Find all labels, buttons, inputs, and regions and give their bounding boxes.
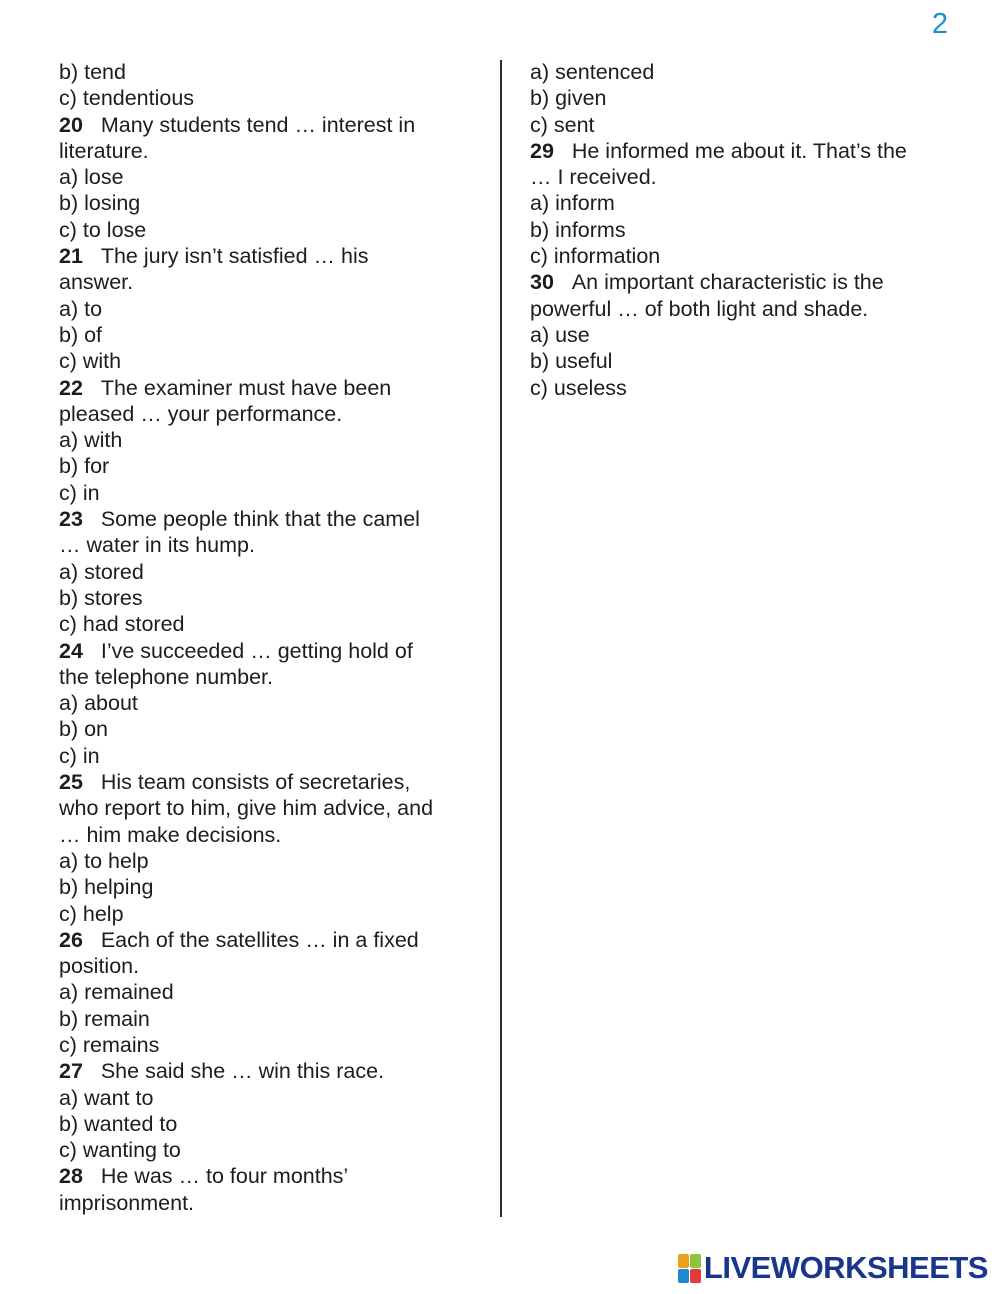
line-text: … him make decisions. [59,822,282,847]
question-number: 21 [59,244,83,269]
line-text: c) help [59,901,124,926]
answer-option [530,348,950,374]
page-number: 2 [931,8,948,40]
answer-option [59,453,479,479]
line-text: c) information [530,244,661,269]
question-number: 30 [530,270,554,295]
line-text: The examiner must have been [100,375,392,400]
line-text: powerful … of both light and shade. [530,296,869,321]
answer-option [59,559,479,585]
line-text: c) remains [59,1032,160,1057]
line-text: His team consists of secretaries, [100,770,411,795]
answer-option [530,243,950,269]
question-text-line [530,164,950,190]
line-text: imprisonment. [59,1190,195,1215]
line-text: c) in [59,743,100,768]
line-text: c) with [59,349,122,374]
question-line [59,927,479,953]
line-text: a) lose [59,165,124,190]
question-line [59,1058,479,1084]
answer-option [59,322,479,348]
answer-option [530,85,950,111]
answer-option [59,85,479,111]
line-text: literature. [59,138,149,163]
question-number: 24 [59,638,83,663]
answer-option [59,585,479,611]
answer-option [59,59,479,85]
question-text-line [59,532,479,558]
line-text: b) tend [59,60,126,84]
line-text: He was … to four months’ [100,1164,349,1189]
logo-text: LIVEWORKSHEETS [703,1250,988,1285]
answer-option [530,375,950,401]
column-divider [500,60,502,1217]
question-text-line [59,138,479,164]
logo-mark-icon [678,1254,701,1283]
question-number: 20 [59,112,83,137]
answer-option [59,217,479,243]
line-text: b) given [530,86,607,111]
left-column [59,59,479,1216]
question-line [59,375,479,401]
line-text: b) wanted to [59,1111,178,1136]
line-text: a) about [59,691,138,716]
logo-mark-tile [690,1254,701,1268]
line-text: He informed me about it. That’s the [571,138,907,163]
line-text: … I received. [530,165,657,190]
line-text: Each of the satellites … in a fixed [100,927,419,952]
line-text: who report to him, give him advice, and [59,796,434,821]
line-text: b) stores [59,585,143,610]
answer-option [59,901,479,927]
line-text: a) remained [59,980,174,1005]
answer-option [530,322,950,348]
question-number: 22 [59,375,83,400]
line-text: b) losing [59,191,141,216]
answer-option [59,296,479,322]
logo-mark-tile [678,1269,689,1283]
line-text: c) sent [530,112,595,137]
question-number: 26 [59,927,83,952]
line-text: a) inform [530,191,615,216]
line-text: Some people think that the camel [100,507,420,532]
question-number: 29 [530,138,554,163]
line-text: position. [59,954,140,979]
line-text: c) had stored [59,612,185,637]
right-column [530,59,950,401]
answer-option [530,217,950,243]
line-text: a) sentenced [530,60,655,84]
question-line [59,112,479,138]
line-text: c) wanting to [59,1138,181,1163]
question-number: 25 [59,770,83,795]
answer-option [59,1032,479,1058]
answer-option [59,743,479,769]
line-text: I’ve succeeded … getting hold of [100,638,413,663]
line-text: She said she … win this race. [100,1059,385,1084]
question-text-line [59,795,479,821]
question-line [530,269,950,295]
answer-option [59,979,479,1005]
question-text-line [59,664,479,690]
line-text: a) to [59,296,103,321]
question-text-line [59,953,479,979]
question-text-line [530,296,950,322]
logo-mark-tile [678,1254,689,1268]
question-text-line [59,1190,479,1216]
line-text: b) of [59,322,103,347]
answer-option [59,874,479,900]
line-text: a) stored [59,559,144,584]
line-text: a) to help [59,848,149,873]
line-text: … water in its hump. [59,533,255,558]
line-text: The jury isn’t satisfied … his [100,244,369,269]
answer-option [59,190,479,216]
question-line [530,138,950,164]
line-text: c) to lose [59,217,147,242]
line-text: c) in [59,480,100,505]
answer-option [530,112,950,138]
line-text: b) useful [530,349,613,374]
line-text: b) on [59,717,109,742]
question-text-line [59,269,479,295]
question-line [59,769,479,795]
line-text: Many students tend … interest in [100,112,416,137]
question-number: 28 [59,1164,83,1189]
line-text: c) tendentious [59,86,195,111]
question-text-line [59,401,479,427]
answer-option [59,716,479,742]
line-text: b) helping [59,875,154,900]
answer-option [59,348,479,374]
line-text: b) for [59,454,110,479]
answer-option [59,690,479,716]
answer-option [59,427,479,453]
question-number: 27 [59,1059,83,1084]
line-text: An important characteristic is the [571,270,884,295]
question-line [59,243,479,269]
answer-option [59,164,479,190]
answer-option [59,1006,479,1032]
line-text: the telephone number. [59,664,273,689]
line-text: a) use [530,322,590,347]
question-text-line [59,822,479,848]
question-line [59,506,479,532]
liveworksheets-logo [678,1252,988,1284]
line-text: a) with [59,428,123,453]
answer-option [59,1111,479,1137]
line-text: b) informs [530,217,626,242]
question-line [59,638,479,664]
answer-option [59,1085,479,1111]
answer-option [59,611,479,637]
logo-mark-tile [690,1269,701,1283]
line-text: answer. [59,270,134,295]
question-line [59,1163,479,1189]
line-text: c) useless [530,375,627,400]
answer-option [530,190,950,216]
line-text: a) want to [59,1085,154,1110]
answer-option [59,1137,479,1163]
answer-option [59,848,479,874]
line-text: pleased … your performance. [59,401,343,426]
answer-option [59,480,479,506]
question-number: 23 [59,507,83,532]
line-text: b) remain [59,1006,150,1031]
answer-option [530,59,950,85]
